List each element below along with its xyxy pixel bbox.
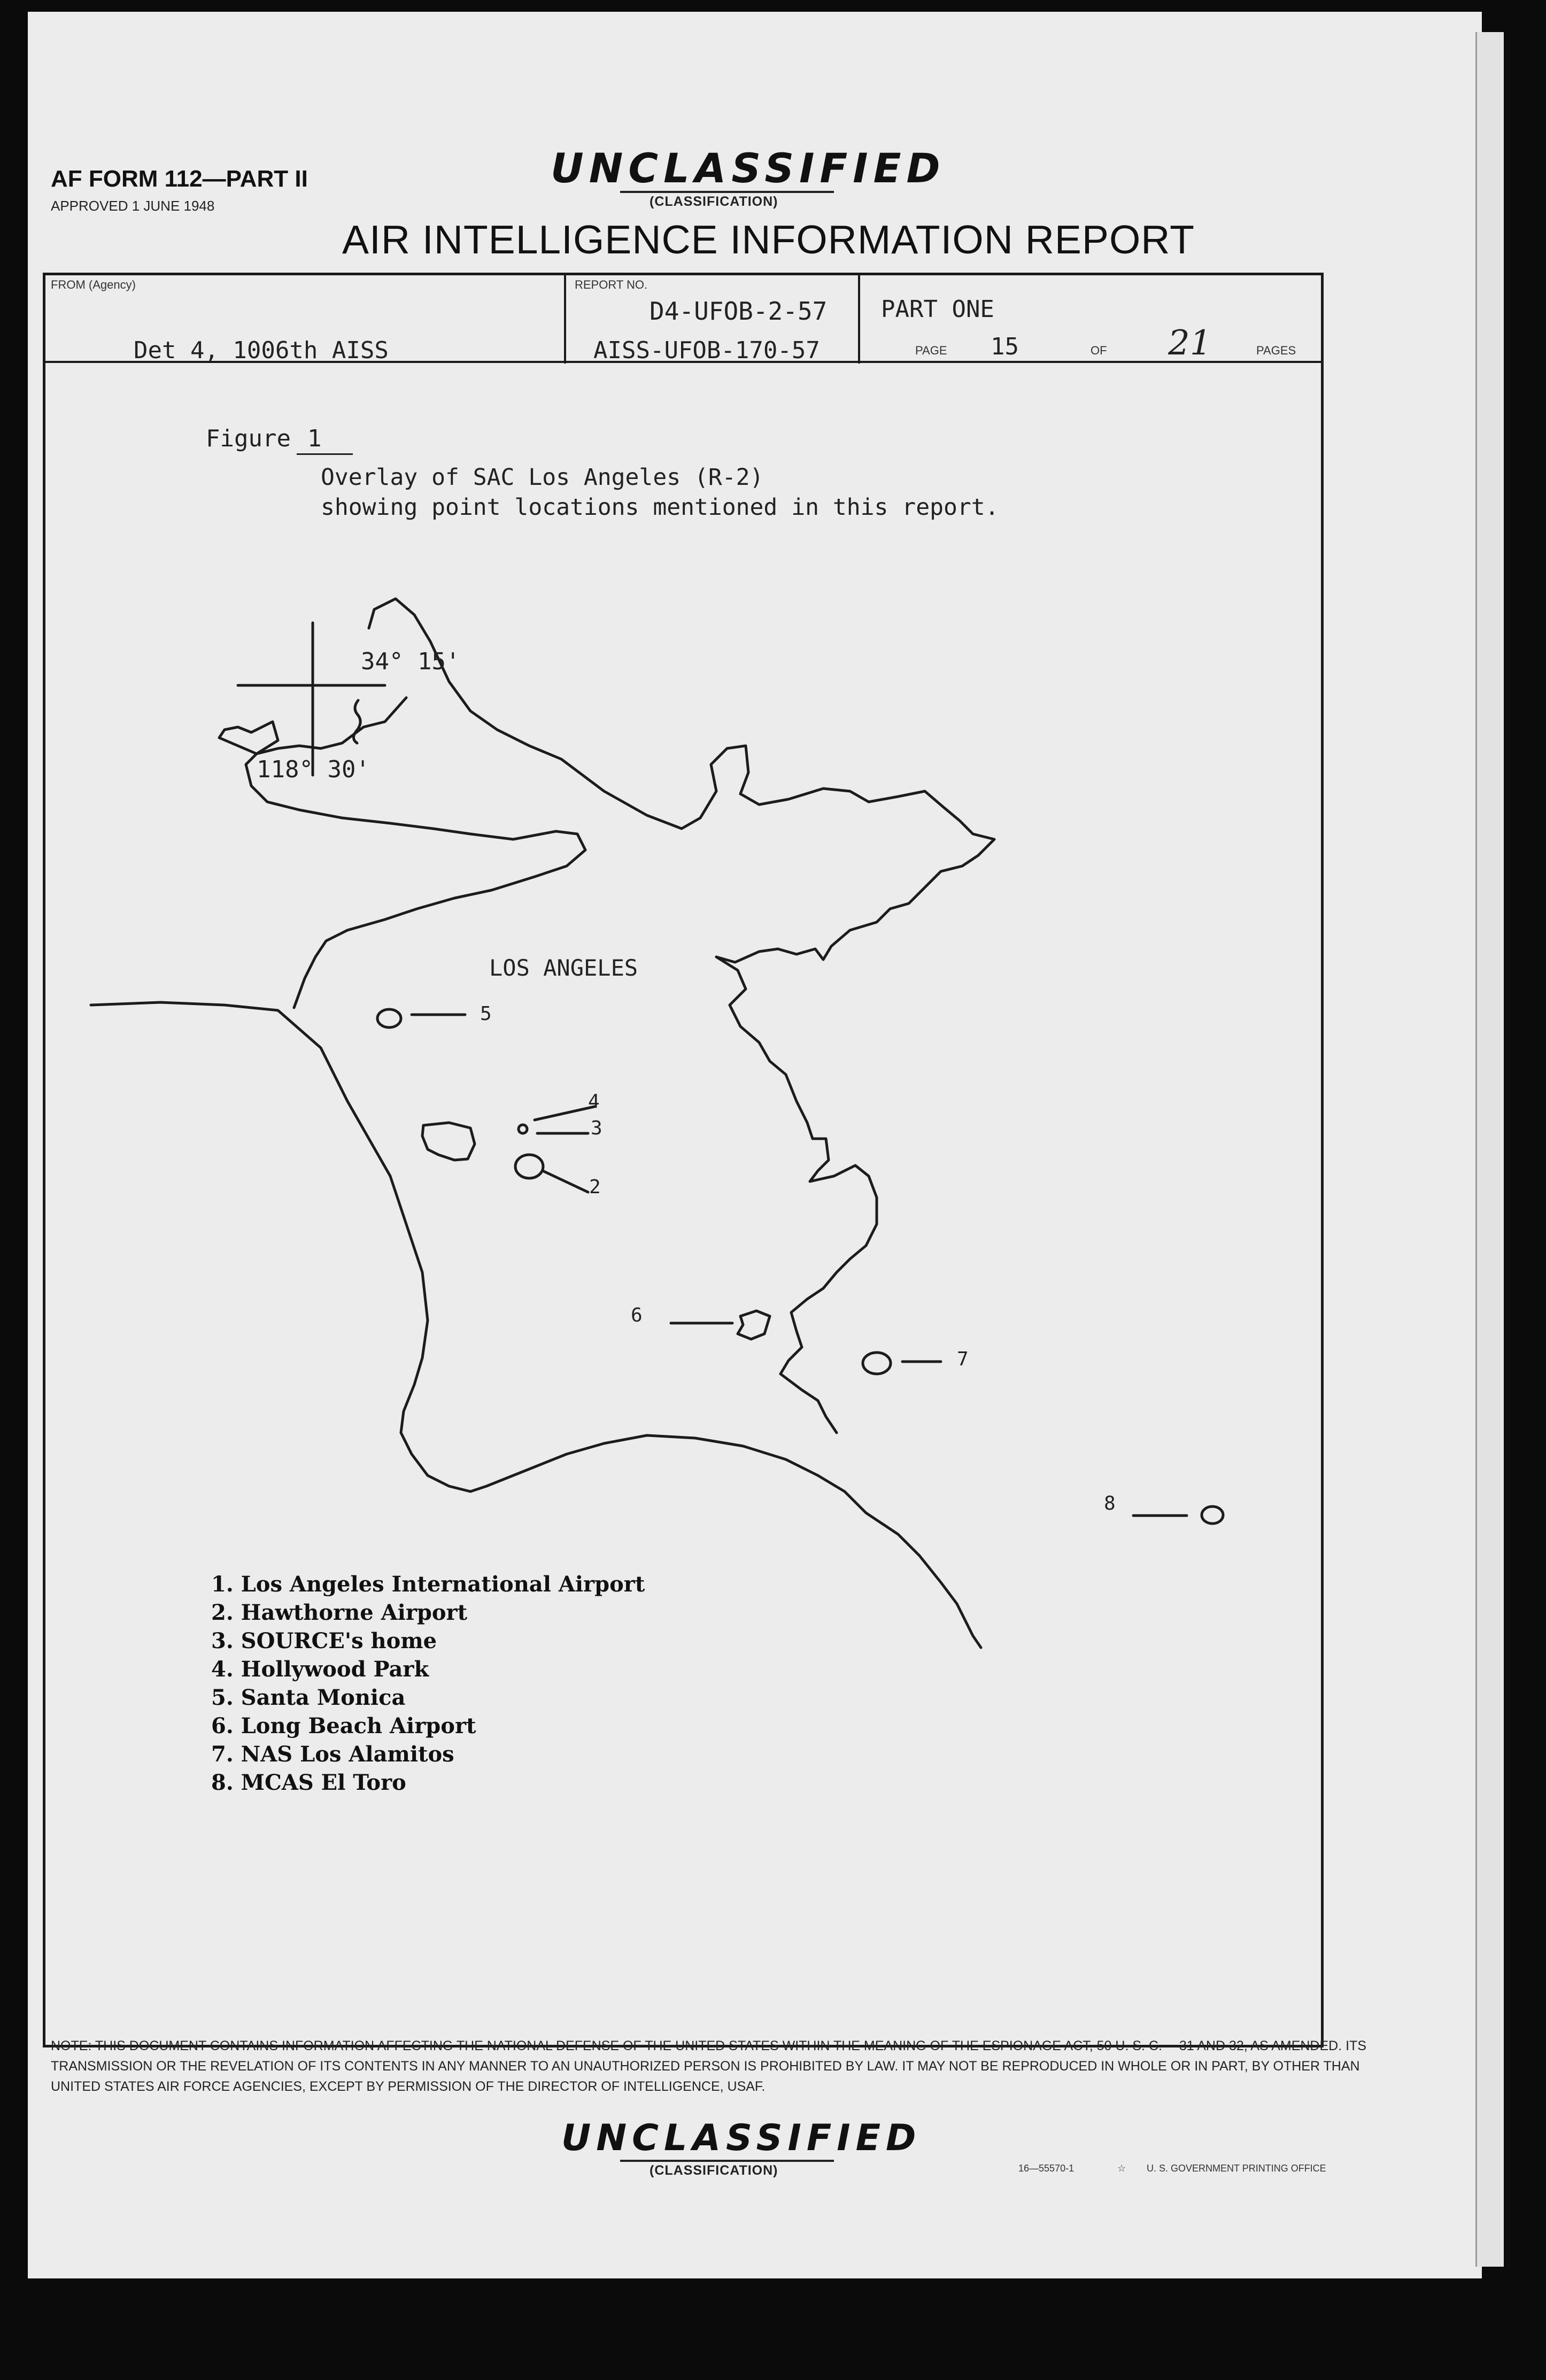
form-name: AF FORM 112—PART II <box>51 166 308 192</box>
marker-4-leader <box>535 1107 594 1120</box>
marker-8-circle <box>1202 1506 1223 1524</box>
report-no-label: REPORT NO. <box>575 278 648 291</box>
figure-label: Figure <box>206 425 291 452</box>
classification-stamp-bottom: UNCLASSIFIED <box>561 2117 922 2159</box>
longitude-label: 118° 30' <box>257 756 370 783</box>
report-no-value-1: D4-UFOB-2-57 <box>650 297 828 326</box>
page-total: 21 <box>1168 323 1212 363</box>
from-label: FROM (Agency) <box>51 278 136 291</box>
marker-2-leader <box>543 1171 588 1192</box>
espionage-act-note: NOTE: THIS DOCUMENT CONTAINS INFORMATION AFFECTING THE NATIONAL DEFENSE OF THE UNITED STATES WITHIN THE MEANING OF THE ESPIONAGE ACT, 50 U. S. C.— 31 AND 32, AS AMENDED. ITS TRANSMISSION OR THE REVELATION OF ITS CONTENTS IN ANY MANNER TO AN UNAUTHORIZED PERSON IS PROHIBITED BY LAW. IT MAY NOT BE REPRODUCED IN WHOLE OR IN PART, BY OTHER THAN UNITED STATES AIR FORCE AGENCIES, EXCEPT BY PERMISSION OF THE DIRECTOR OF INTELLIGENCE, USAF. <box>51 2038 1366 2094</box>
legend-item-2: 2. Hawthorne Airport <box>211 1600 468 1625</box>
boundary-line-north <box>369 599 994 962</box>
legend-item-3: 3. SOURCE's home <box>211 1628 437 1653</box>
classification-stamp-top: UNCLASSIFIED <box>551 144 946 192</box>
legend-item-7: 7. NAS Los Alamitos <box>211 1742 454 1767</box>
printer-code: 16—55570-1 <box>1018 2163 1075 2174</box>
point-label-6: 6 <box>631 1304 643 1326</box>
figure-number: 1 <box>307 425 322 452</box>
legend-item-1: 1. Los Angeles International Airport <box>211 1572 645 1597</box>
point-label-4: 4 <box>588 1091 600 1112</box>
crosshair-squiggle <box>353 700 360 743</box>
report-no-value-2: AISS-UFOB-170-57 <box>593 337 820 364</box>
point-label-7: 7 <box>957 1348 969 1370</box>
point-label-5: 5 <box>480 1003 492 1025</box>
printer-name: U. S. GOVERNMENT PRINTING OFFICE <box>1147 2163 1326 2174</box>
point-label-8: 8 <box>1104 1493 1116 1514</box>
figure-caption-line-2: showing point locations mentioned in this report. <box>321 494 999 521</box>
latitude-label: 34° 15' <box>361 648 460 675</box>
city-label: LOS ANGELES <box>489 955 638 981</box>
boundary-line-east <box>716 957 877 1433</box>
long-beach-outline <box>738 1311 770 1339</box>
part-label: PART ONE <box>881 296 994 323</box>
coastline <box>91 1002 981 1648</box>
marker-5-circle <box>377 1009 401 1027</box>
marker-2-circle <box>515 1155 543 1178</box>
from-value: Det 4, 1006th AISS <box>134 337 389 364</box>
page-number: 15 <box>991 333 1019 360</box>
marker-3-dot <box>519 1125 527 1133</box>
classification-caption-top: (CLASSIFICATION) <box>650 194 778 209</box>
marker-7-circle <box>863 1353 891 1374</box>
legend-item-4: 4. Hollywood Park <box>211 1657 429 1682</box>
point-label-3: 3 <box>591 1117 602 1139</box>
legend-item-6: 6. Long Beach Airport <box>211 1713 476 1738</box>
report-title: AIR INTELLIGENCE INFORMATION REPORT <box>342 217 1195 262</box>
of-label: OF <box>1091 344 1107 357</box>
form-approved-date: APPROVED 1 JUNE 1948 <box>51 198 215 214</box>
classification-underline-bottom <box>620 2160 834 2162</box>
legend-item-8: 8. MCAS El Toro <box>211 1770 406 1795</box>
figure-caption-line-1: Overlay of SAC Los Angeles (R-2) <box>321 464 764 491</box>
legend-item-5: 5. Santa Monica <box>211 1685 406 1710</box>
classification-caption-bottom: (CLASSIFICATION) <box>650 2163 778 2178</box>
pages-label: PAGES <box>1256 344 1296 357</box>
lax-outline <box>422 1123 475 1160</box>
star-icon: ☆ <box>1117 2163 1126 2174</box>
page-label: PAGE <box>915 344 947 357</box>
point-label-2: 2 <box>589 1176 601 1198</box>
